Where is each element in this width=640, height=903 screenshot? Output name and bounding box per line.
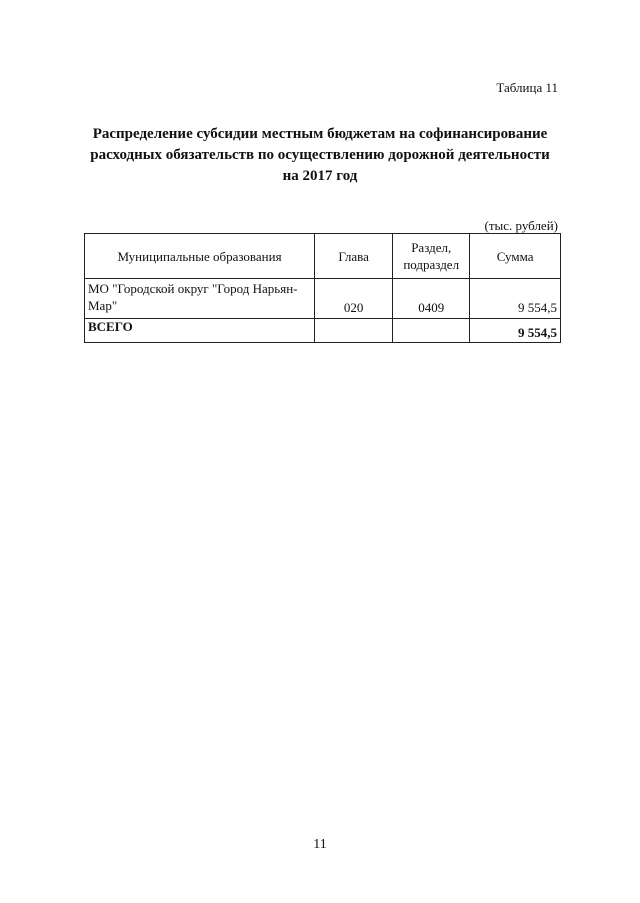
header-razdel-line1: Раздел, (411, 240, 452, 255)
cell-municipality: МО "Городской округ "Город Нарьян-Мар" (85, 279, 315, 319)
table-header-row (85, 234, 561, 279)
cell-glava: 020 (315, 279, 393, 319)
cell-summa: 9 554,5 (470, 279, 561, 319)
title-line-3: на 2017 год (282, 168, 358, 184)
cell-razdel: 0409 (393, 279, 470, 319)
document-title (80, 124, 560, 187)
header-summa: Сумма (470, 234, 561, 279)
header-glava: Глава (315, 234, 393, 279)
title-line-1: Распределение субсидии местным бюджетам на софинансирование (92, 126, 548, 142)
table-number: Таблица 11 (496, 80, 558, 95)
subsidy-table (84, 233, 561, 343)
total-summa: 9 554,5 (470, 319, 561, 343)
table-total-row (85, 319, 561, 343)
total-razdel-empty (393, 319, 470, 343)
table-row (85, 279, 561, 319)
total-glava-empty (315, 319, 393, 343)
title-line-2: расходных обязательств по осуществлению дорожной деятельности (90, 147, 550, 163)
total-label: ВСЕГО (85, 319, 315, 343)
header-razdel (393, 234, 470, 279)
header-municipalities: Муниципальные образования (85, 234, 315, 279)
page-number: 11 (313, 837, 327, 852)
units-label: (тыс. рублей) (484, 218, 558, 233)
header-razdel-line2: подраздел (403, 257, 460, 272)
